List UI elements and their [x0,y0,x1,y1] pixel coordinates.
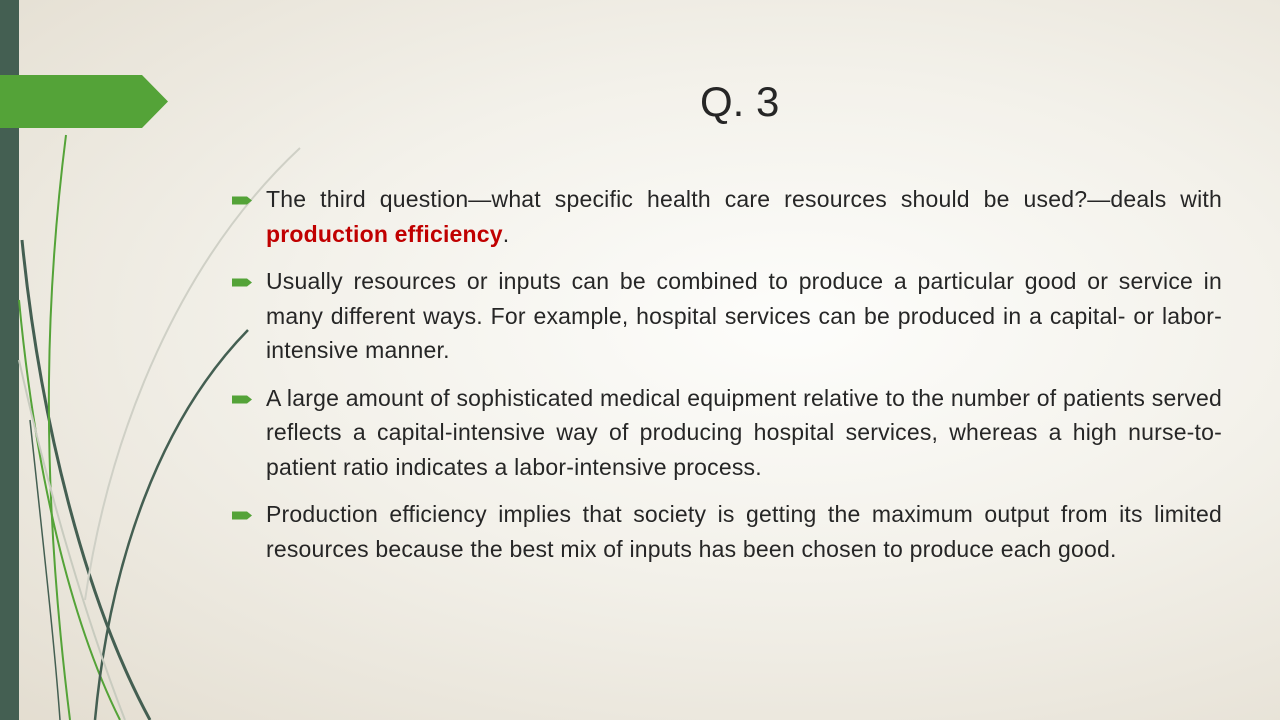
bullet-text: The third question—what specific health care resources should be used?—deals with [266,186,1222,212]
bullet-text-end: . [502,220,510,247]
bullet-text: Production efficiency implies that society is getting the maximum output from its limited resources because the best mix of inputs has been chosen to produce each good. [266,501,1222,562]
title-accent-tab [0,75,168,128]
slide-title: Q. 3 [700,78,780,125]
right-arrow-marker-icon [232,510,254,521]
bullet-item [230,182,1222,251]
bullet-text: Usually resources or inputs can be combined to produce a particular good or service in many different ways. For example, hospital services can be produced in a capital- or labor-intensive manner. [266,268,1222,363]
bullet-item [230,264,1222,368]
bullet-item [230,381,1222,485]
highlight-term: production efficiency [266,220,503,247]
bullet-item [230,497,1222,566]
bullet-text: A large amount of sophisticated medical equipment relative to the number of patients served reflects a capital-intensive way of producing hospital services, whereas a high nurse-to-patient ratio indicates a labor-intensive process. [266,384,1222,480]
bullet-list [230,182,1222,579]
right-arrow-marker-icon [232,195,254,206]
right-arrow-marker-icon [232,394,254,405]
right-arrow-marker-icon [232,277,254,288]
